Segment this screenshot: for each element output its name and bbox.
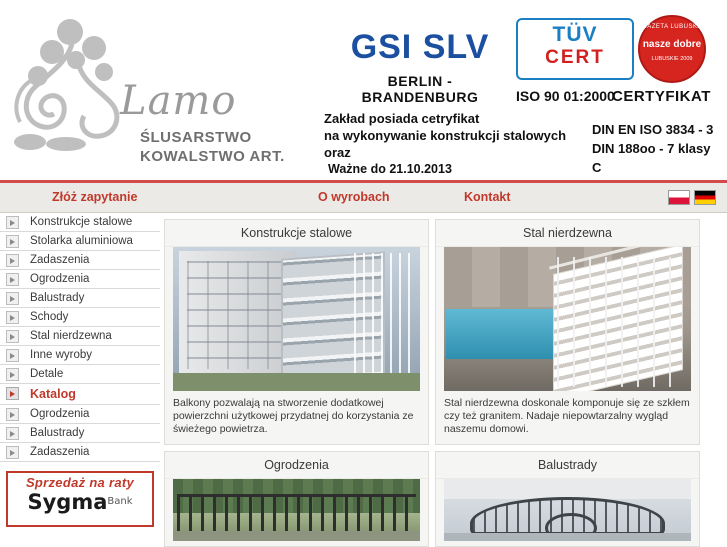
floral-ornament-icon xyxy=(8,10,138,160)
main-content xyxy=(0,213,727,545)
tuv-cert-logo xyxy=(516,18,634,80)
sidebar-item-ogrodzenia[interactable] xyxy=(0,270,160,289)
sidebar-item-label: Konstrukcje stalowe xyxy=(30,216,133,228)
award-main-text: nasze dobre xyxy=(642,39,702,50)
chevron-right-icon xyxy=(6,235,19,248)
banner-brand-name: Sygma xyxy=(27,490,108,514)
brand-name: Lamo xyxy=(120,78,237,124)
nasze-dobre-award-badge xyxy=(638,15,706,83)
sidebar-item-schody[interactable] xyxy=(0,308,160,327)
sidebar-item-stal-nierdzewna[interactable] xyxy=(0,327,160,346)
cert-desc-line1: Zakład posiada cetryfikat xyxy=(324,111,480,126)
card-konstrukcje-stalowe[interactable] xyxy=(164,219,429,445)
chevron-right-icon xyxy=(6,254,19,267)
cert-label: CERT xyxy=(545,47,605,68)
fence-photo[interactable] xyxy=(173,479,420,541)
chevron-right-icon xyxy=(6,349,19,362)
sidebar-item-zadaszenia[interactable] xyxy=(0,251,160,270)
sidebar-item-label: Zadaszenia xyxy=(30,254,90,266)
nav-link-zloz-zapytanie[interactable]: Złóż zapytanie xyxy=(52,190,138,204)
sidebar-item-label: Katalog xyxy=(30,387,76,401)
steel-structure-photo[interactable] xyxy=(173,247,420,391)
sidebar-item-label: Ogrodzenia xyxy=(30,273,90,285)
chevron-right-icon xyxy=(6,408,19,421)
sygma-bank-banner[interactable] xyxy=(6,471,154,527)
chevron-right-icon xyxy=(6,368,19,381)
sidebar-menu xyxy=(0,213,160,545)
sidebar-item-label: Balustrady xyxy=(30,427,85,439)
certyfikat-label: CERTYFIKAT xyxy=(612,88,711,105)
award-bottom-text: LUBUSKIE 2009 xyxy=(651,56,693,62)
sidebar-item-katalog-balustrady[interactable] xyxy=(0,424,160,443)
chevron-right-icon xyxy=(6,273,19,286)
gsi-slv-name: GSI SLV xyxy=(350,28,490,66)
sidebar-item-label: Ogrodzenia xyxy=(30,408,90,420)
chevron-right-icon xyxy=(6,216,19,229)
sidebar-item-inne-wyroby[interactable] xyxy=(0,346,160,365)
polish-flag-icon[interactable] xyxy=(668,190,690,205)
chevron-right-icon xyxy=(6,292,19,305)
sidebar-item-label: Schody xyxy=(30,311,69,323)
sidebar-item-label: Stal nierdzewna xyxy=(30,330,112,342)
din-standards xyxy=(592,120,723,177)
sidebar-item-katalog[interactable] xyxy=(0,384,160,405)
card-ogrodzenia[interactable] xyxy=(164,451,429,547)
chevron-right-icon xyxy=(6,311,19,324)
certificate-description xyxy=(324,110,594,161)
main-navigation xyxy=(0,183,727,213)
nav-link-kontakt[interactable]: Kontakt xyxy=(464,190,511,204)
card-stal-nierdzewna[interactable] xyxy=(435,219,700,445)
award-top-text: GAZETA LUBUSKA xyxy=(642,24,702,30)
chevron-right-icon xyxy=(6,387,19,400)
cert-desc-line2: na wykonywanie konstrukcji stalowych xyxy=(324,128,567,143)
sidebar-item-label: Balustrady xyxy=(30,292,85,304)
certificate-validity-date: Ważne do 21.10.2013 xyxy=(328,162,452,176)
chevron-right-icon xyxy=(6,427,19,440)
site-header xyxy=(0,0,727,183)
card-caption: Balkony pozwalają na stworzenie dodatkowej powierzchni użytkowej przydatnej do korzystania ze świeżego powietrza. xyxy=(173,397,414,435)
certificates-area xyxy=(320,10,723,175)
sidebar-item-detale[interactable] xyxy=(0,365,160,384)
german-flag-icon[interactable] xyxy=(694,190,716,205)
sidebar-item-katalog-ogrodzenia[interactable] xyxy=(0,405,160,424)
brand-subtitle xyxy=(140,128,285,166)
banner-top-text: Sprzedaż na raty xyxy=(25,475,135,490)
sidebar-item-label: Stolarka aluminiowa xyxy=(30,235,133,247)
sidebar-item-label: Detale xyxy=(30,368,64,380)
banner-brand-text xyxy=(8,490,152,514)
cert-desc-line3: oraz xyxy=(324,145,351,160)
card-title: Balustrady xyxy=(436,452,699,479)
sidebar-item-katalog-zadaszenia[interactable] xyxy=(0,443,160,462)
card-title: Ogrodzenia xyxy=(165,452,428,479)
banner-bank-word: Bank xyxy=(107,496,133,507)
gsi-slv-logo xyxy=(330,28,510,105)
sidebar-item-konstrukcje-stalowe[interactable] xyxy=(0,213,160,232)
sidebar-item-stolarka-aluminiowa[interactable] xyxy=(0,232,160,251)
gsi-slv-region: BERLIN - BRANDENBURG xyxy=(361,73,479,105)
stainless-steel-stairs-photo[interactable] xyxy=(444,247,691,391)
card-caption: Stal nierdzewna doskonale komponuje się ze szkłem czy też granitem. Nadaje niepowtarzalny wygląd naszemu domowi. xyxy=(444,397,690,435)
sidebar-item-balustrady[interactable] xyxy=(0,289,160,308)
card-title: Konstrukcje stalowe xyxy=(165,220,428,247)
balustrade-photo[interactable] xyxy=(444,479,691,541)
card-balustrady[interactable] xyxy=(435,451,700,547)
chevron-right-icon xyxy=(6,446,19,459)
tuv-label: TÜV xyxy=(552,23,598,46)
din-line1: DIN EN ISO 3834 - 3 xyxy=(592,122,714,137)
brand-subtitle-line1: ŚLUSARSTWO xyxy=(140,129,252,146)
sidebar-item-label: Zadaszenia xyxy=(30,446,90,458)
product-cards xyxy=(164,213,723,545)
sidebar-item-label: Inne wyroby xyxy=(30,349,93,361)
chevron-right-icon xyxy=(6,330,19,343)
iso-standard-text: ISO 90 01:2000 xyxy=(516,88,615,104)
logo-area[interactable] xyxy=(0,0,320,176)
din-line2: DIN 188oo - 7 klasy C xyxy=(592,141,711,175)
card-title: Stal nierdzewna xyxy=(436,220,699,247)
brand-subtitle-line2: KOWALSTWO ART. xyxy=(140,148,285,165)
nav-link-o-wyrobach[interactable]: O wyrobach xyxy=(318,190,390,204)
